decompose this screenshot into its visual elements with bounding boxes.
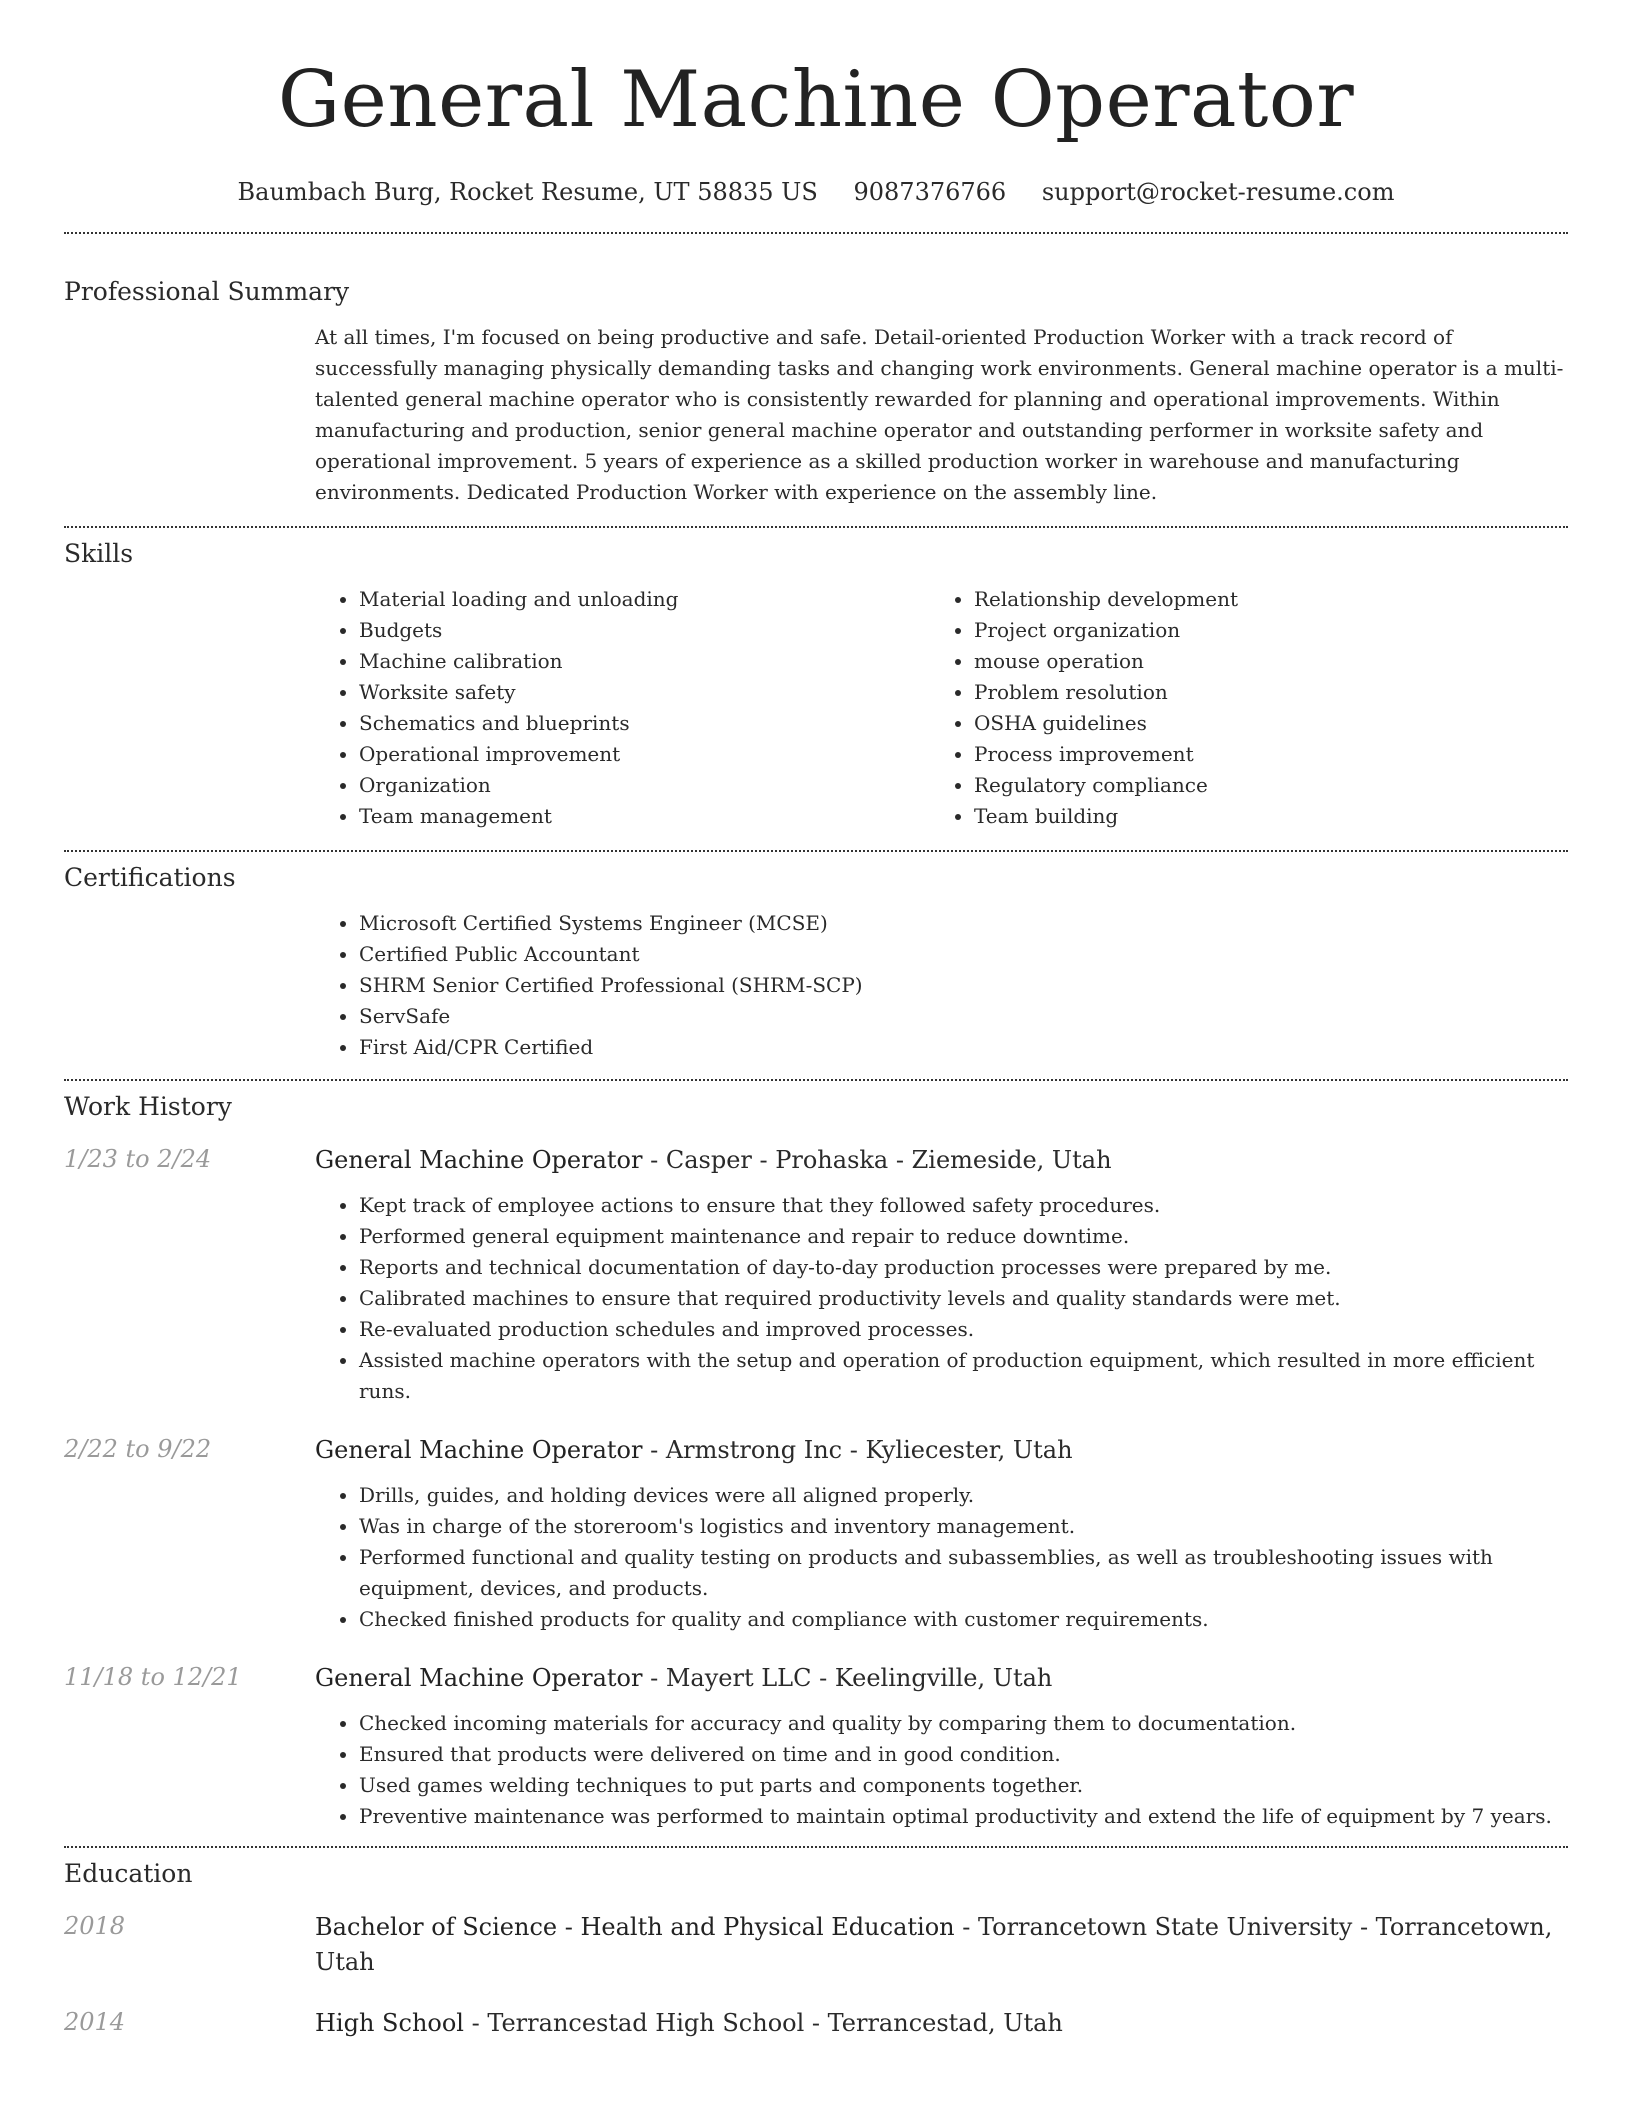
skill-item: • Relationship development — [974, 584, 1545, 615]
work-heading — [315, 1143, 1568, 1178]
job-employer: - Mayert LLC - Keelingville, Utah — [642, 1664, 1053, 1692]
skill-item: • Budgets — [359, 615, 930, 646]
job-bullet: • Was in charge of the storeroom's logistics and inventory management. — [359, 1511, 1568, 1542]
job-employer: - Casper - Prohaska - Ziemeside, Utah — [642, 1146, 1112, 1174]
job-bullets — [315, 1190, 1568, 1407]
skill-item: • Team building — [974, 801, 1545, 832]
contact-address: Baumbach Burg, Rocket Resume, UT 58835 US — [237, 178, 818, 206]
job-bullet: • Calibrated machines to ensure that required productivity levels and quality standards were met. — [359, 1283, 1568, 1314]
skill-item: • Project organization — [974, 615, 1545, 646]
summary-text: At all times, I'm focused on being productive and safe. Detail-oriented Production Worker with a track record of successfully managing physically demanding tasks and changing work environments. General machine operator is a multi-talented general machine operator who is consistently rewarded for planning and operational improvements. Within manufacturing and production, senior general machine operator and outstanding performer in worksite safety and operational improvement. 5 years of experience as a skilled production worker in warehouse and manufacturing environments. Dedicated Production Worker with experience on the assembly line. — [315, 325, 1564, 504]
education-year: 2014 — [64, 2008, 126, 2036]
skill-item: • OSHA guidelines — [974, 708, 1545, 739]
school-info: - Torrancetown State University - Torrancetown, Utah — [315, 1913, 1553, 1976]
skill-item: • Operational improvement — [359, 739, 930, 770]
skill-item: • Organization — [359, 770, 930, 801]
degree-title: Bachelor of Science - Health and Physical Education — [315, 1913, 955, 1941]
section-title-education: Education — [64, 1859, 193, 1888]
resume-page — [64, 0, 1568, 2041]
section-title-certifications: Certifications — [64, 863, 236, 892]
divider — [64, 1079, 1568, 1081]
divider — [64, 1846, 1568, 1848]
skill-item: • Worksite safety — [359, 677, 930, 708]
job-title: General Machine Operator — [315, 1146, 643, 1174]
job-employer: - Armstrong Inc - Kyliecester, Utah — [642, 1436, 1073, 1464]
certification-item: • Microsoft Certified Systems Engineer (MCSE) — [359, 908, 1568, 939]
divider — [64, 526, 1568, 528]
contact-line — [64, 176, 1568, 208]
job-bullets — [315, 1480, 1568, 1635]
job-bullet: • Assisted machine operators with the setup and operation of production equipment, which resulted in more efficient runs. — [359, 1345, 1568, 1407]
skills-list-left — [315, 584, 930, 832]
skill-item: • Problem resolution — [974, 677, 1545, 708]
job-bullet: • Performed general equipment maintenance and repair to reduce downtime. — [359, 1221, 1568, 1252]
education-entry — [64, 1910, 1568, 1980]
education-heading — [315, 2006, 1568, 2041]
job-bullet: • Reports and technical documentation of day-to-day production processes were prepared by me. — [359, 1252, 1568, 1283]
certification-item: • ServSafe — [359, 1001, 1568, 1032]
divider — [64, 850, 1568, 852]
job-bullet: • Preventive maintenance was performed to maintain optimal productivity and extend the life of equipment by 7 years. — [359, 1801, 1568, 1832]
job-title: General Machine Operator — [315, 1664, 643, 1692]
education-year: 2018 — [64, 1912, 126, 1940]
certification-item: • Certified Public Accountant — [359, 939, 1568, 970]
work-entry — [64, 1143, 1568, 1407]
skills-list-right — [930, 584, 1545, 832]
job-bullet: • Kept track of employee actions to ensure that they followed safety procedures. — [359, 1190, 1568, 1221]
work-entry — [64, 1433, 1568, 1635]
skill-item: • Material loading and unloading — [359, 584, 930, 615]
resume-name: General Machine Operator — [277, 55, 1355, 145]
education-entry — [64, 2006, 1568, 2041]
job-bullet: • Drills, guides, and holding devices were all aligned properly. — [359, 1480, 1568, 1511]
section-title-skills: Skills — [64, 539, 134, 568]
education-heading — [315, 1910, 1568, 1980]
job-bullets — [315, 1708, 1568, 1832]
divider — [64, 232, 1568, 234]
skill-item: • Schematics and blueprints — [359, 708, 930, 739]
school-info: - Terrancestad High School - Terrancestad, Utah — [463, 2009, 1063, 2037]
job-bullet: • Ensured that products were delivered on time and in good condition. — [359, 1739, 1568, 1770]
work-dates: 2/22 to 9/22 — [64, 1435, 212, 1463]
contact-phone: 9087376766 — [853, 178, 1007, 206]
job-bullet: • Checked incoming materials for accuracy and quality by comparing them to documentation. — [359, 1708, 1568, 1739]
certification-item: • First Aid/CPR Certified — [359, 1032, 1568, 1063]
work-heading — [315, 1661, 1568, 1696]
work-heading — [315, 1433, 1568, 1468]
skills-grid — [315, 584, 1568, 832]
job-bullet: • Used games welding techniques to put parts and components together. — [359, 1770, 1568, 1801]
work-entry — [64, 1661, 1568, 1832]
skill-item: • Regulatory compliance — [974, 770, 1545, 801]
work-dates: 11/18 to 12/21 — [64, 1663, 242, 1691]
job-bullet: • Checked finished products for quality and compliance with customer requirements. — [359, 1604, 1568, 1635]
section-title-work-history: Work History — [64, 1092, 232, 1121]
certification-item: • SHRM Senior Certified Professional (SHRM-SCP) — [359, 970, 1568, 1001]
certifications-list — [315, 908, 1568, 1063]
skill-item: • Team management — [359, 801, 930, 832]
work-dates: 1/23 to 2/24 — [64, 1145, 212, 1173]
job-bullet: • Performed functional and quality testing on products and subassemblies, as well as troubleshooting issues with equipment, devices, and products. — [359, 1542, 1568, 1604]
skill-item: • Machine calibration — [359, 646, 930, 677]
degree-title: High School — [315, 2009, 464, 2037]
section-title-summary: Professional Summary — [64, 277, 350, 306]
contact-email[interactable]: support@rocket-resume.com — [1041, 178, 1395, 206]
skill-item: • mouse operation — [974, 646, 1545, 677]
job-bullet: • Re-evaluated production schedules and improved processes. — [359, 1314, 1568, 1345]
job-title: General Machine Operator — [315, 1436, 643, 1464]
skill-item: • Process improvement — [974, 739, 1545, 770]
